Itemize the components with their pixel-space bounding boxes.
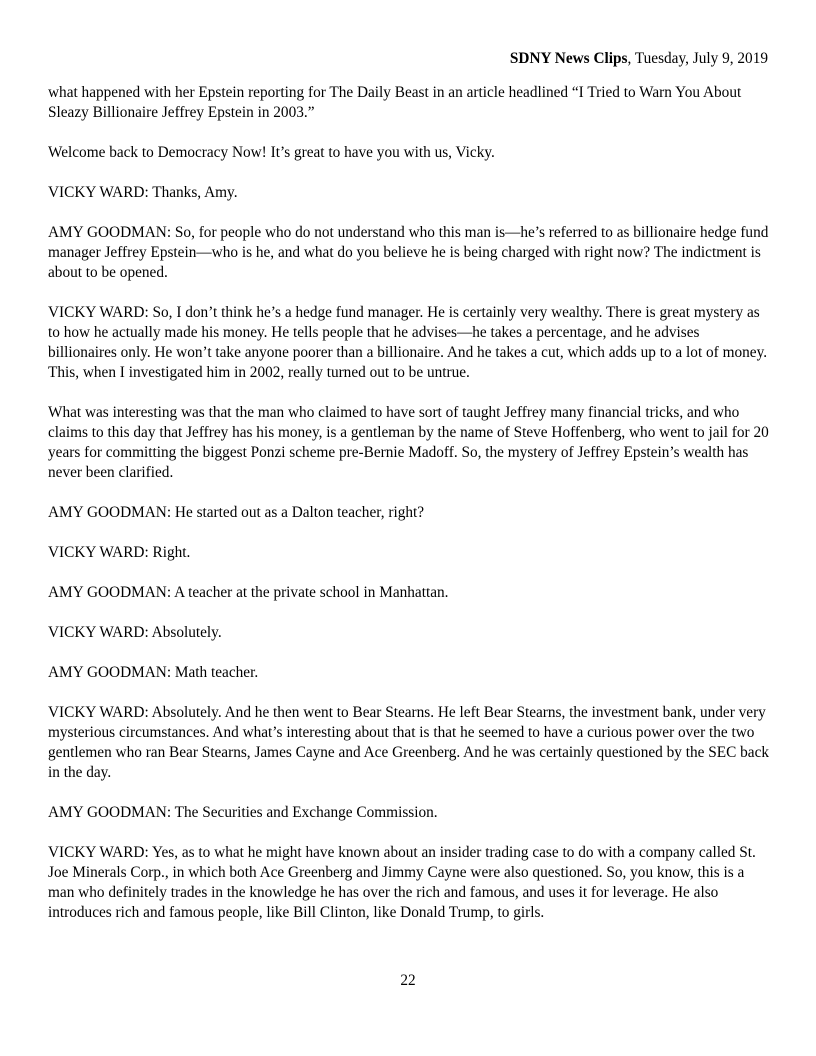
paragraph: what happened with her Epstein reporting for The Daily Beast in an article headlined “I Tried to Warn You About Sleazy Billionaire Jeffrey Epstein in 2003.”	[48, 84, 742, 121]
publication-date: , Tuesday, July 9, 2019	[627, 50, 768, 67]
paragraph: VICKY WARD: Absolutely.	[48, 624, 222, 641]
article-body	[48, 83, 770, 943]
paragraph: AMY GOODMAN: So, for people who do not understand who this man is—he’s referred to as billionaire hedge fund manager Jeffrey Epstein—who is he, and what do you believe he is being charged with right now? The indictment is about to be opened.	[48, 224, 769, 281]
paragraph: VICKY WARD: Absolutely. And he then went to Bear Stearns. He left Bear Stearns, the investment bank, under very mysterious circumstances. And what’s interesting about that is that he seemed to have a curious power over the two gentlemen who ran Bear Stearns, James Cayne and Ace Greenberg. And he was certainly questioned by the SEC back in the day.	[48, 704, 770, 781]
paragraph: AMY GOODMAN: He started out as a Dalton teacher, right?	[48, 504, 425, 521]
page-number: 22	[400, 972, 416, 989]
page-header	[510, 49, 768, 69]
paragraph: What was interesting was that the man who claimed to have sort of taught Jeffrey many financial tricks, and who claims to this day that Jeffrey has his money, is a gentleman by the name of Steve Hoffenberg, who went to jail for 20 years for committing the biggest Ponzi scheme pre-Bernie Madoff. So, the mystery of Jeffrey Epstein’s wealth has never been clarified.	[48, 404, 769, 481]
paragraph: VICKY WARD: Yes, as to what he might have known about an insider trading case to do with a company called St. Joe Minerals Corp., in which both Ace Greenberg and Jimmy Cayne were also questioned. So, you know, this is a man who definitely trades in the knowledge he has over the rich and famous, and uses it for leverage. He also introduces rich and famous people, like Bill Clinton, like Donald Trump, to girls.	[48, 844, 756, 921]
paragraph: VICKY WARD: Right.	[48, 544, 191, 561]
paragraph: AMY GOODMAN: The Securities and Exchange Commission.	[48, 804, 438, 821]
paragraph: AMY GOODMAN: A teacher at the private school in Manhattan.	[48, 584, 449, 601]
paragraph: AMY GOODMAN: Math teacher.	[48, 664, 259, 681]
paragraph: VICKY WARD: Thanks, Amy.	[48, 184, 238, 201]
paragraph: Welcome back to Democracy Now! It’s great to have you with us, Vicky.	[48, 144, 495, 161]
publication-name: SDNY News Clips	[509, 50, 628, 67]
paragraph: VICKY WARD: So, I don’t think he’s a hedge fund manager. He is certainly very wealthy. There is great mystery as to how he actually made his money. He tells people that he advises—he takes a percentage, and he advises billionaires only. He won’t take anyone poorer than a billionaire. And he takes a cut, which adds up to a lot of money. This, when I investigated him in 2002, really turned out to be untrue.	[48, 304, 768, 381]
